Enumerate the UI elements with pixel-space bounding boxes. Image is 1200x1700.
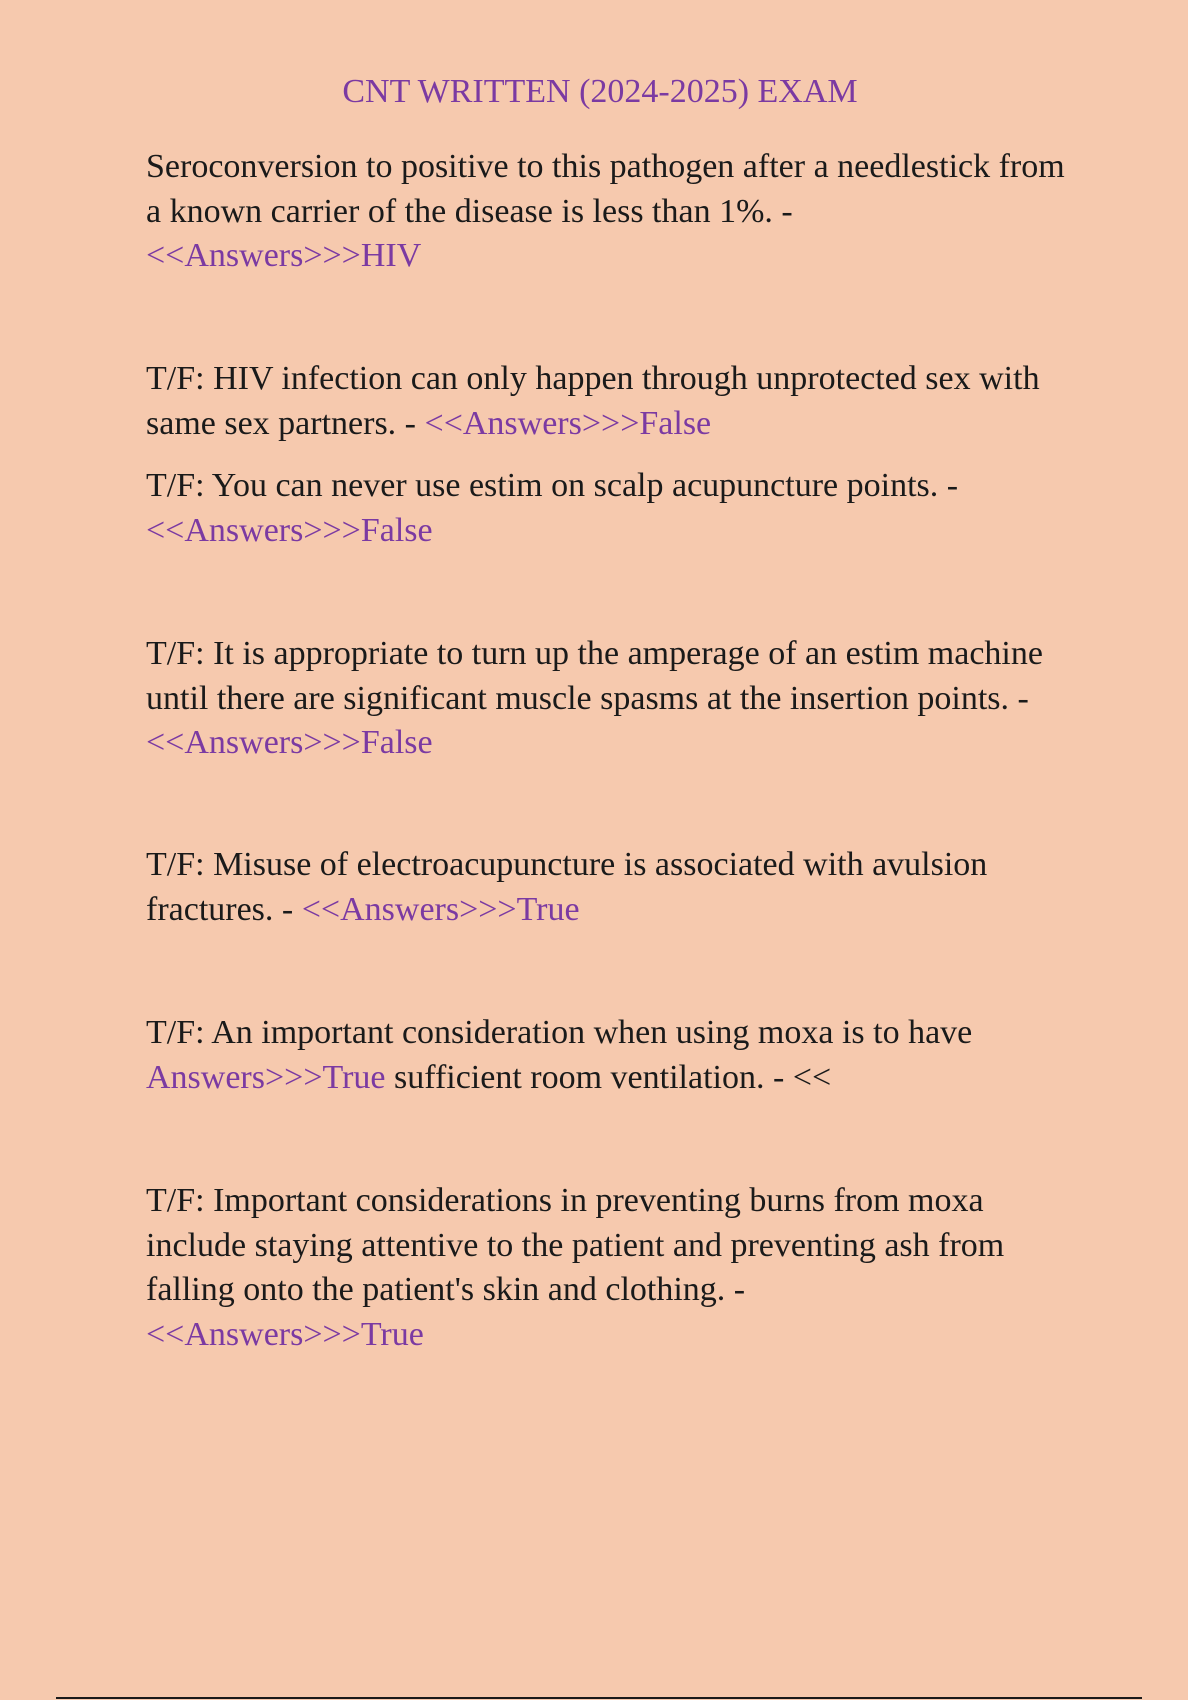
qa-item [146,843,1066,932]
question-text-start: T/F: An important consideration when using moxa is to have [146,1014,973,1051]
question-text: Seroconversion to positive to this pathogen after a needlestick from a known carrier of the disease is less than 1%. - [146,148,1065,230]
question-text: T/F: You can never use estim on scalp acupuncture points. - [146,467,959,504]
footer-rule [56,1697,1142,1699]
qa-item [146,1179,1066,1357]
answer-text: <<Answers>>>False [424,404,712,442]
answer-text: <<Answers>>>False [146,511,433,549]
answer-text: <<Answers>>>True [301,890,580,928]
question-text: T/F: Important considerations in preventing burns from moxa include staying attentive to the patient and preventing ash from falling onto the patient's skin and clothing. - [146,1182,1005,1308]
answer-text: <<Answers>>>False [146,724,433,761]
qa-item [146,145,1066,279]
qa-item [146,357,1066,446]
question-text: T/F: HIV infection can only happen through unprotected sex with same sex partners. - [146,360,1040,442]
page-edge [1188,0,1200,1700]
answer-text: Answers>>>True [146,1058,386,1096]
qa-item [146,464,1066,553]
question-text: T/F: It is appropriate to turn up the amperage of an estim machine until there are significant muscle spasms at the insertion points. - [146,635,1043,717]
qa-item [146,632,1066,766]
answer-text: <<Answers>>>HIV [146,237,422,274]
answer-text: <<Answers>>>True [146,1315,424,1353]
document-title: CNT WRITTEN (2024-2025) EXAM [342,73,858,110]
question-text: T/F: Misuse of electroacupuncture is associated with avulsion fractures. - [146,846,988,928]
qa-item [146,1011,1066,1100]
question-text-end: sufficient room ventilation. - << [394,1058,832,1096]
